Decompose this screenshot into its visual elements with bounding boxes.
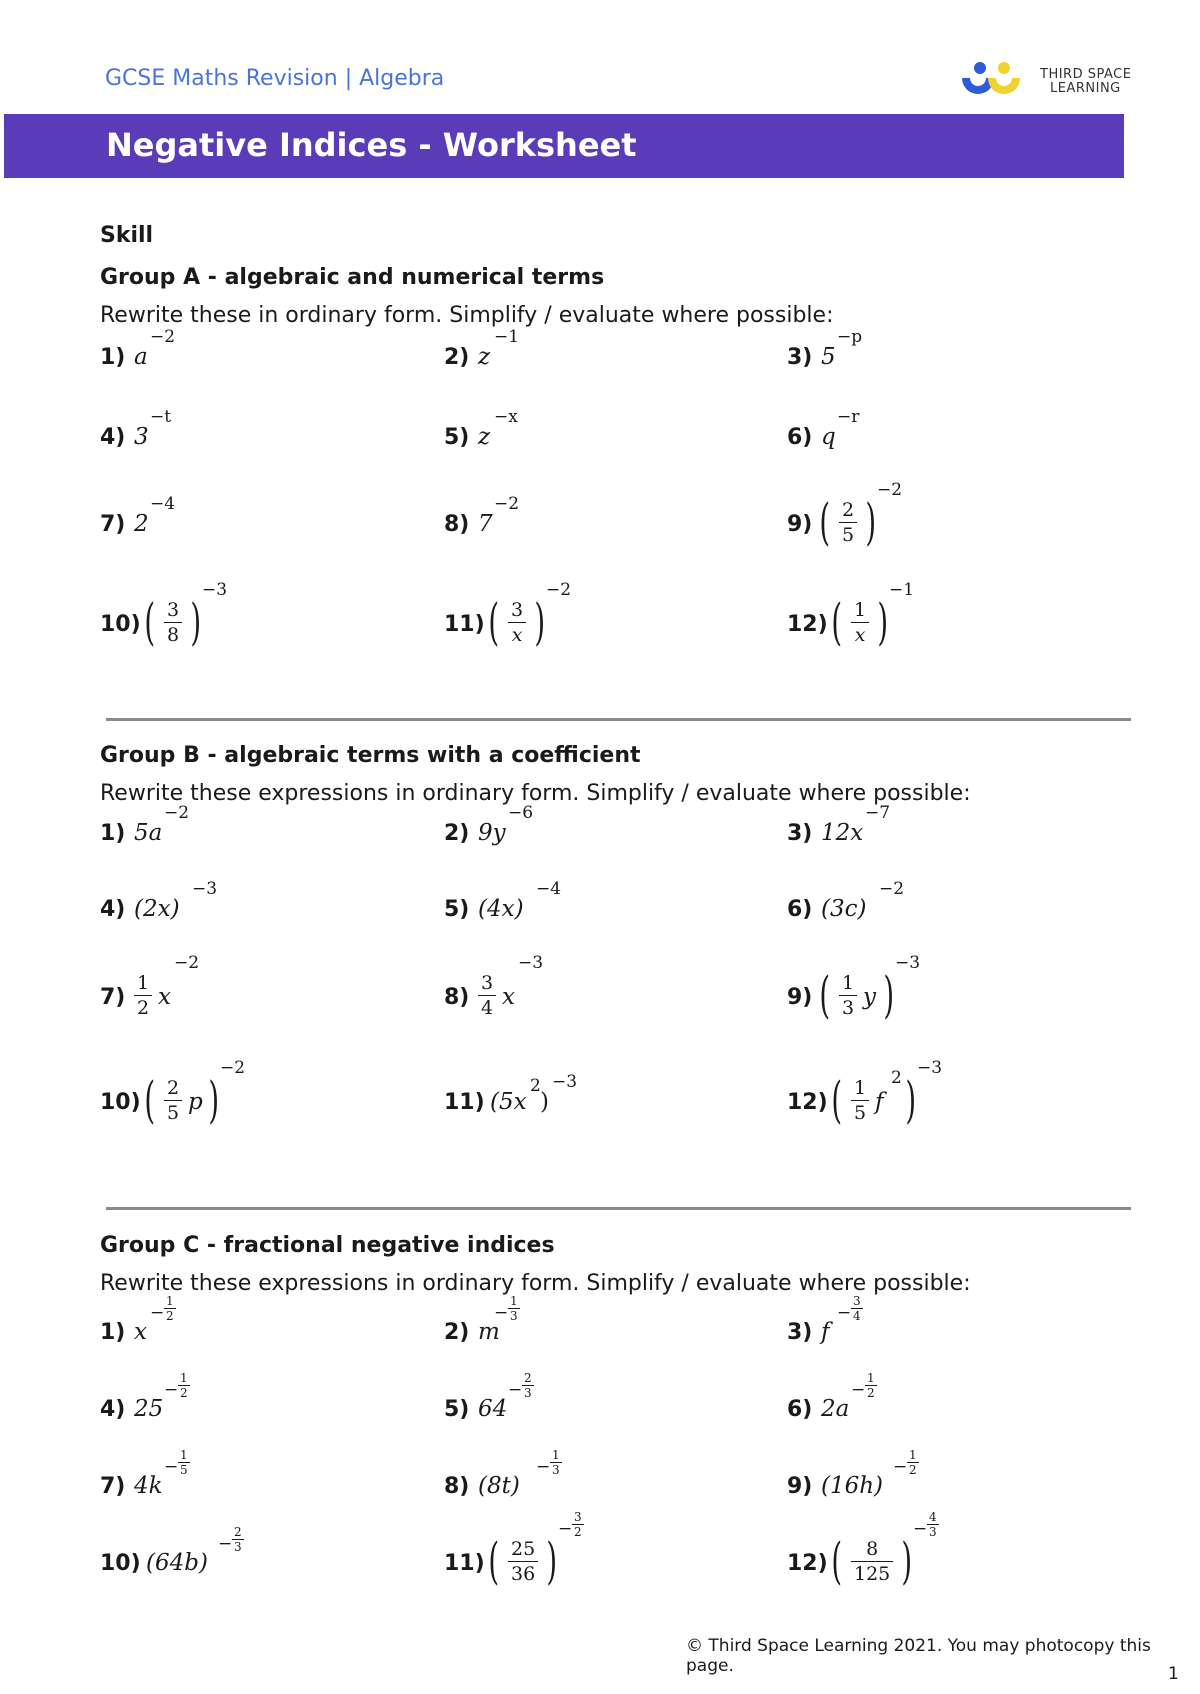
- exponent-denominator: 3: [929, 1525, 937, 1539]
- fraction-denominator: 5: [167, 1102, 180, 1124]
- copyright-footer: © Third Space Learning 2021. You may photocopy this page.: [686, 1636, 1151, 1676]
- base-text: (16h): [821, 1473, 884, 1499]
- group-title: Group A - algebraic and numerical terms: [100, 265, 605, 290]
- fraction-variable: [875, 1089, 884, 1115]
- fraction: [508, 1537, 538, 1586]
- exponent-fraction: [550, 1448, 562, 1477]
- expression-base: [134, 511, 149, 537]
- exponent-minus: −: [164, 1380, 179, 1400]
- exponent-minus: −: [536, 1457, 551, 1477]
- expression-base: [478, 511, 493, 537]
- exponent: −4: [536, 879, 562, 899]
- exponent-fraction: [865, 1371, 877, 1400]
- question-number: 4): [100, 897, 126, 922]
- fraction-denominator: 5: [854, 1102, 867, 1124]
- exponent-minus: −: [851, 1380, 866, 1400]
- base-text: f: [821, 1319, 830, 1345]
- fraction-variable: [158, 984, 171, 1010]
- exponent-numerator: 1: [867, 1371, 875, 1385]
- group-title: Group B - algebraic terms with a coefficient: [100, 743, 641, 768]
- question-number: 1): [100, 821, 126, 846]
- exponent-denominator: 2: [867, 1386, 875, 1400]
- fraction-denominator: 2: [137, 997, 150, 1019]
- question-number: 3): [787, 1320, 813, 1345]
- section-divider: [106, 718, 1131, 721]
- base-text: (8t): [478, 1473, 520, 1499]
- exponent-numerator: 1: [552, 1448, 560, 1462]
- exponent-fraction: [232, 1525, 244, 1554]
- question-number: 10): [100, 612, 141, 637]
- right-paren: ): [208, 1071, 220, 1129]
- question-number: 11): [444, 1090, 485, 1115]
- exponent: −3: [518, 953, 544, 973]
- group-instruction: Rewrite these in ordinary form. Simplify / evaluate where possible:: [100, 303, 834, 328]
- base-text: 64: [478, 1396, 508, 1422]
- fraction-denominator: 4: [481, 997, 494, 1019]
- exponent: −2: [164, 803, 190, 823]
- skill-label: Skill: [100, 223, 154, 248]
- question-number: 1): [100, 1320, 126, 1345]
- fraction-denominator: x: [854, 624, 866, 646]
- left-paren: (: [831, 1532, 843, 1590]
- question-number: 11): [444, 1551, 485, 1576]
- exponent: −2: [546, 580, 572, 600]
- exponent: −4: [150, 494, 176, 514]
- question-number: 8): [444, 985, 470, 1010]
- logo-line-1: THIRD SPACE: [1040, 67, 1132, 82]
- base-text: (2x): [134, 896, 180, 922]
- expression-base: [821, 1473, 883, 1499]
- fraction: [839, 498, 857, 547]
- left-paren: (: [488, 593, 500, 651]
- fraction-denominator: 125: [854, 1563, 891, 1585]
- expression-base: [134, 896, 180, 922]
- exponent-denominator: 2: [166, 1309, 174, 1323]
- fraction: [164, 598, 182, 647]
- question-number: 5): [444, 425, 470, 450]
- question-number: 2): [444, 345, 470, 370]
- closing-paren: ): [540, 1089, 549, 1115]
- logo-wordmark: [1040, 68, 1131, 96]
- exponent-denominator: 3: [234, 1540, 242, 1554]
- fraction: [134, 971, 152, 1020]
- fraction-numerator: 3: [478, 971, 496, 996]
- exponent: −x: [494, 407, 518, 427]
- variable-text: f: [875, 1089, 884, 1115]
- fraction-variable: [863, 984, 876, 1010]
- exponent: −2: [174, 953, 200, 973]
- fraction: [508, 598, 526, 647]
- expression-base: [478, 1473, 520, 1499]
- expression-base: [134, 424, 149, 450]
- base-text: z: [478, 344, 491, 370]
- left-paren: (: [144, 1071, 156, 1129]
- fraction-denominator: 8: [167, 624, 180, 646]
- left-paren: (: [819, 966, 831, 1024]
- expression-base: [821, 820, 863, 846]
- fraction-numerator: 3: [508, 598, 526, 623]
- exponent: −2: [150, 327, 176, 347]
- question-number: 7): [100, 512, 126, 537]
- inner-exponent: 2: [530, 1076, 541, 1096]
- expression-base: [134, 1396, 163, 1422]
- inner-exponent: 2: [891, 1068, 902, 1088]
- expression-base: [134, 344, 148, 370]
- expression-base: [134, 1319, 147, 1345]
- fraction: [839, 971, 857, 1020]
- base-text: 25: [134, 1396, 164, 1422]
- base-text: (5x: [490, 1089, 527, 1115]
- right-paren: ): [534, 593, 546, 651]
- group-title: Group C - fractional negative indices: [100, 1233, 555, 1258]
- exponent-numerator: 1: [166, 1294, 174, 1308]
- exponent-minus: −: [558, 1519, 573, 1539]
- exponent-fraction: [178, 1448, 190, 1477]
- question-number: 1): [100, 345, 126, 370]
- exponent: −2: [220, 1058, 246, 1078]
- question-number: 4): [100, 425, 126, 450]
- question-number: 5): [444, 897, 470, 922]
- left-paren: (: [819, 493, 831, 551]
- exponent-numerator: 3: [574, 1510, 582, 1524]
- exponent-denominator: 3: [510, 1309, 518, 1323]
- question-number: 8): [444, 512, 470, 537]
- exponent-denominator: 4: [853, 1309, 861, 1323]
- fraction-denominator: x: [511, 624, 523, 646]
- base-text: (4x): [478, 896, 524, 922]
- fraction: [851, 1537, 893, 1586]
- exponent-fraction: [522, 1371, 534, 1400]
- base-text: (3c): [821, 896, 867, 922]
- exponent-fraction: [508, 1294, 520, 1323]
- base-text: 3: [134, 424, 149, 450]
- exponent: −7: [865, 803, 891, 823]
- question-number: 2): [444, 821, 470, 846]
- base-text: 5a: [134, 820, 163, 846]
- fraction: [851, 1076, 869, 1125]
- question-number: 10): [100, 1551, 141, 1576]
- fraction-variable: [502, 984, 515, 1010]
- section-divider: [106, 1207, 1131, 1210]
- page-number: 1: [1168, 1664, 1179, 1684]
- exponent-minus: −: [150, 1303, 165, 1323]
- left-paren: (: [831, 593, 843, 651]
- fraction: [851, 598, 869, 647]
- exponent-minus: −: [508, 1380, 523, 1400]
- exponent: −6: [508, 803, 534, 823]
- question-number: 12): [787, 612, 828, 637]
- fraction-numerator: 1: [851, 1076, 869, 1101]
- expression-base: [478, 896, 524, 922]
- variable-text: x: [158, 984, 171, 1010]
- fraction-numerator: 25: [508, 1537, 538, 1562]
- expression-base: [821, 1319, 830, 1345]
- variable-text: x: [502, 984, 515, 1010]
- base-text: x: [134, 1319, 147, 1345]
- exponent-numerator: 1: [180, 1371, 188, 1385]
- expression-base: [478, 424, 490, 450]
- question-number: 11): [444, 612, 485, 637]
- question-number: 6): [787, 1397, 813, 1422]
- exponent-numerator: 1: [909, 1448, 917, 1462]
- expression-base: [821, 424, 836, 450]
- exponent-fraction: [572, 1510, 584, 1539]
- exponent: −2: [877, 480, 903, 500]
- right-paren: ): [546, 1532, 558, 1590]
- fraction-variable: [188, 1089, 203, 1115]
- question-number: 5): [444, 1397, 470, 1422]
- expression-base: [821, 1396, 849, 1422]
- question-number: 12): [787, 1551, 828, 1576]
- expression-base: [478, 820, 506, 846]
- base-text: 4k: [134, 1473, 163, 1499]
- base-text: 2: [134, 511, 149, 537]
- exponent: −2: [879, 879, 905, 899]
- right-paren: ): [901, 1532, 913, 1590]
- page-title: Negative Indices - Worksheet: [106, 126, 637, 164]
- exponent-fraction: [164, 1294, 176, 1323]
- exponent-numerator: 3: [853, 1294, 861, 1308]
- subject-header: GCSE Maths Revision | Algebra: [105, 66, 445, 91]
- exponent: −1: [889, 580, 915, 600]
- left-paren: (: [831, 1071, 843, 1129]
- left-paren: (: [144, 593, 156, 651]
- exponent: −3: [895, 953, 921, 973]
- base-text: q: [821, 424, 836, 450]
- left-paren: (: [488, 1532, 500, 1590]
- exponent: −3: [552, 1072, 578, 1092]
- right-paren: ): [190, 593, 202, 651]
- exponent-fraction: [907, 1448, 919, 1477]
- expression-base: [146, 1550, 208, 1576]
- question-number: 4): [100, 1397, 126, 1422]
- exponent-minus: −: [837, 1303, 852, 1323]
- fraction-numerator: 2: [164, 1076, 182, 1101]
- question-number: 2): [444, 1320, 470, 1345]
- exponent-fraction: [178, 1371, 190, 1400]
- exponent-denominator: 2: [909, 1463, 917, 1477]
- exponent: −3: [917, 1058, 943, 1078]
- base-text: z: [478, 424, 491, 450]
- exponent: −2: [494, 494, 520, 514]
- exponent-minus: −: [913, 1519, 928, 1539]
- exponent-denominator: 2: [180, 1386, 188, 1400]
- question-number: 9): [787, 985, 813, 1010]
- fraction-numerator: 8: [851, 1537, 893, 1562]
- exponent-minus: −: [893, 1457, 908, 1477]
- exponent-fraction: [927, 1510, 939, 1539]
- base-text: (64b): [146, 1550, 208, 1576]
- fraction-denominator: 5: [842, 524, 855, 546]
- question-number: 3): [787, 821, 813, 846]
- logo-line-2: LEARNING: [1050, 81, 1121, 96]
- variable-text: y: [863, 984, 876, 1010]
- question-number: 8): [444, 1474, 470, 1499]
- exponent: −3: [192, 879, 218, 899]
- question-number: 12): [787, 1090, 828, 1115]
- exponent-denominator: 3: [552, 1463, 560, 1477]
- fraction-numerator: 3: [164, 598, 182, 623]
- base-text: 2a: [821, 1396, 850, 1422]
- expression-base: [478, 1396, 507, 1422]
- exponent-numerator: 2: [524, 1371, 532, 1385]
- expression-base: [134, 1473, 163, 1499]
- fraction-denominator: 3: [842, 997, 855, 1019]
- group-instruction: Rewrite these expressions in ordinary form. Simplify / evaluate where possible:: [100, 781, 971, 806]
- group-instruction: Rewrite these expressions in ordinary form. Simplify / evaluate where possible:: [100, 1271, 971, 1296]
- question-number: 10): [100, 1090, 141, 1115]
- question-number: 7): [100, 985, 126, 1010]
- exponent-numerator: 1: [510, 1294, 518, 1308]
- exponent: −3: [202, 580, 228, 600]
- exponent-fraction: [851, 1294, 863, 1323]
- exponent-denominator: 5: [180, 1463, 188, 1477]
- exponent: −t: [150, 407, 172, 427]
- exponent-denominator: 3: [524, 1386, 532, 1400]
- exponent: −1: [494, 327, 520, 347]
- fraction-denominator: 36: [511, 1563, 536, 1585]
- base-text: 5: [821, 344, 836, 370]
- base-text: 9y: [478, 820, 506, 846]
- expression-base: [821, 896, 866, 922]
- exponent-denominator: 2: [574, 1525, 582, 1539]
- exponent-minus: −: [218, 1534, 233, 1554]
- exponent: −p: [837, 327, 863, 347]
- expression-base: [134, 820, 162, 846]
- question-number: 7): [100, 1474, 126, 1499]
- question-number: 3): [787, 345, 813, 370]
- variable-text: p: [188, 1089, 203, 1115]
- question-number: 6): [787, 425, 813, 450]
- right-paren: ): [883, 966, 895, 1024]
- fraction-numerator: 1: [851, 598, 869, 623]
- fraction-numerator: 1: [839, 971, 857, 996]
- base-text: 7: [478, 511, 493, 537]
- question-number: 9): [787, 1474, 813, 1499]
- title-banner: [4, 114, 1124, 178]
- fraction: [164, 1076, 182, 1125]
- exponent-minus: −: [164, 1457, 179, 1477]
- right-paren: ): [865, 493, 877, 551]
- question-number: 6): [787, 897, 813, 922]
- right-paren: ): [905, 1071, 917, 1129]
- exponent-numerator: 4: [929, 1510, 937, 1524]
- base-text: m: [478, 1319, 500, 1345]
- expression-base: [490, 1089, 527, 1115]
- expression-base: [821, 344, 836, 370]
- right-paren: ): [877, 593, 889, 651]
- fraction-numerator: 1: [134, 971, 152, 996]
- base-text: a: [134, 344, 148, 370]
- exponent-numerator: 1: [180, 1448, 188, 1462]
- base-text: 12x: [821, 820, 864, 846]
- fraction-numerator: 2: [839, 498, 857, 523]
- exponent-numerator: 2: [234, 1525, 242, 1539]
- question-number: 9): [787, 512, 813, 537]
- expression-base: [478, 344, 490, 370]
- fraction: [478, 971, 496, 1020]
- exponent-minus: −: [494, 1303, 509, 1323]
- exponent: −r: [837, 407, 860, 427]
